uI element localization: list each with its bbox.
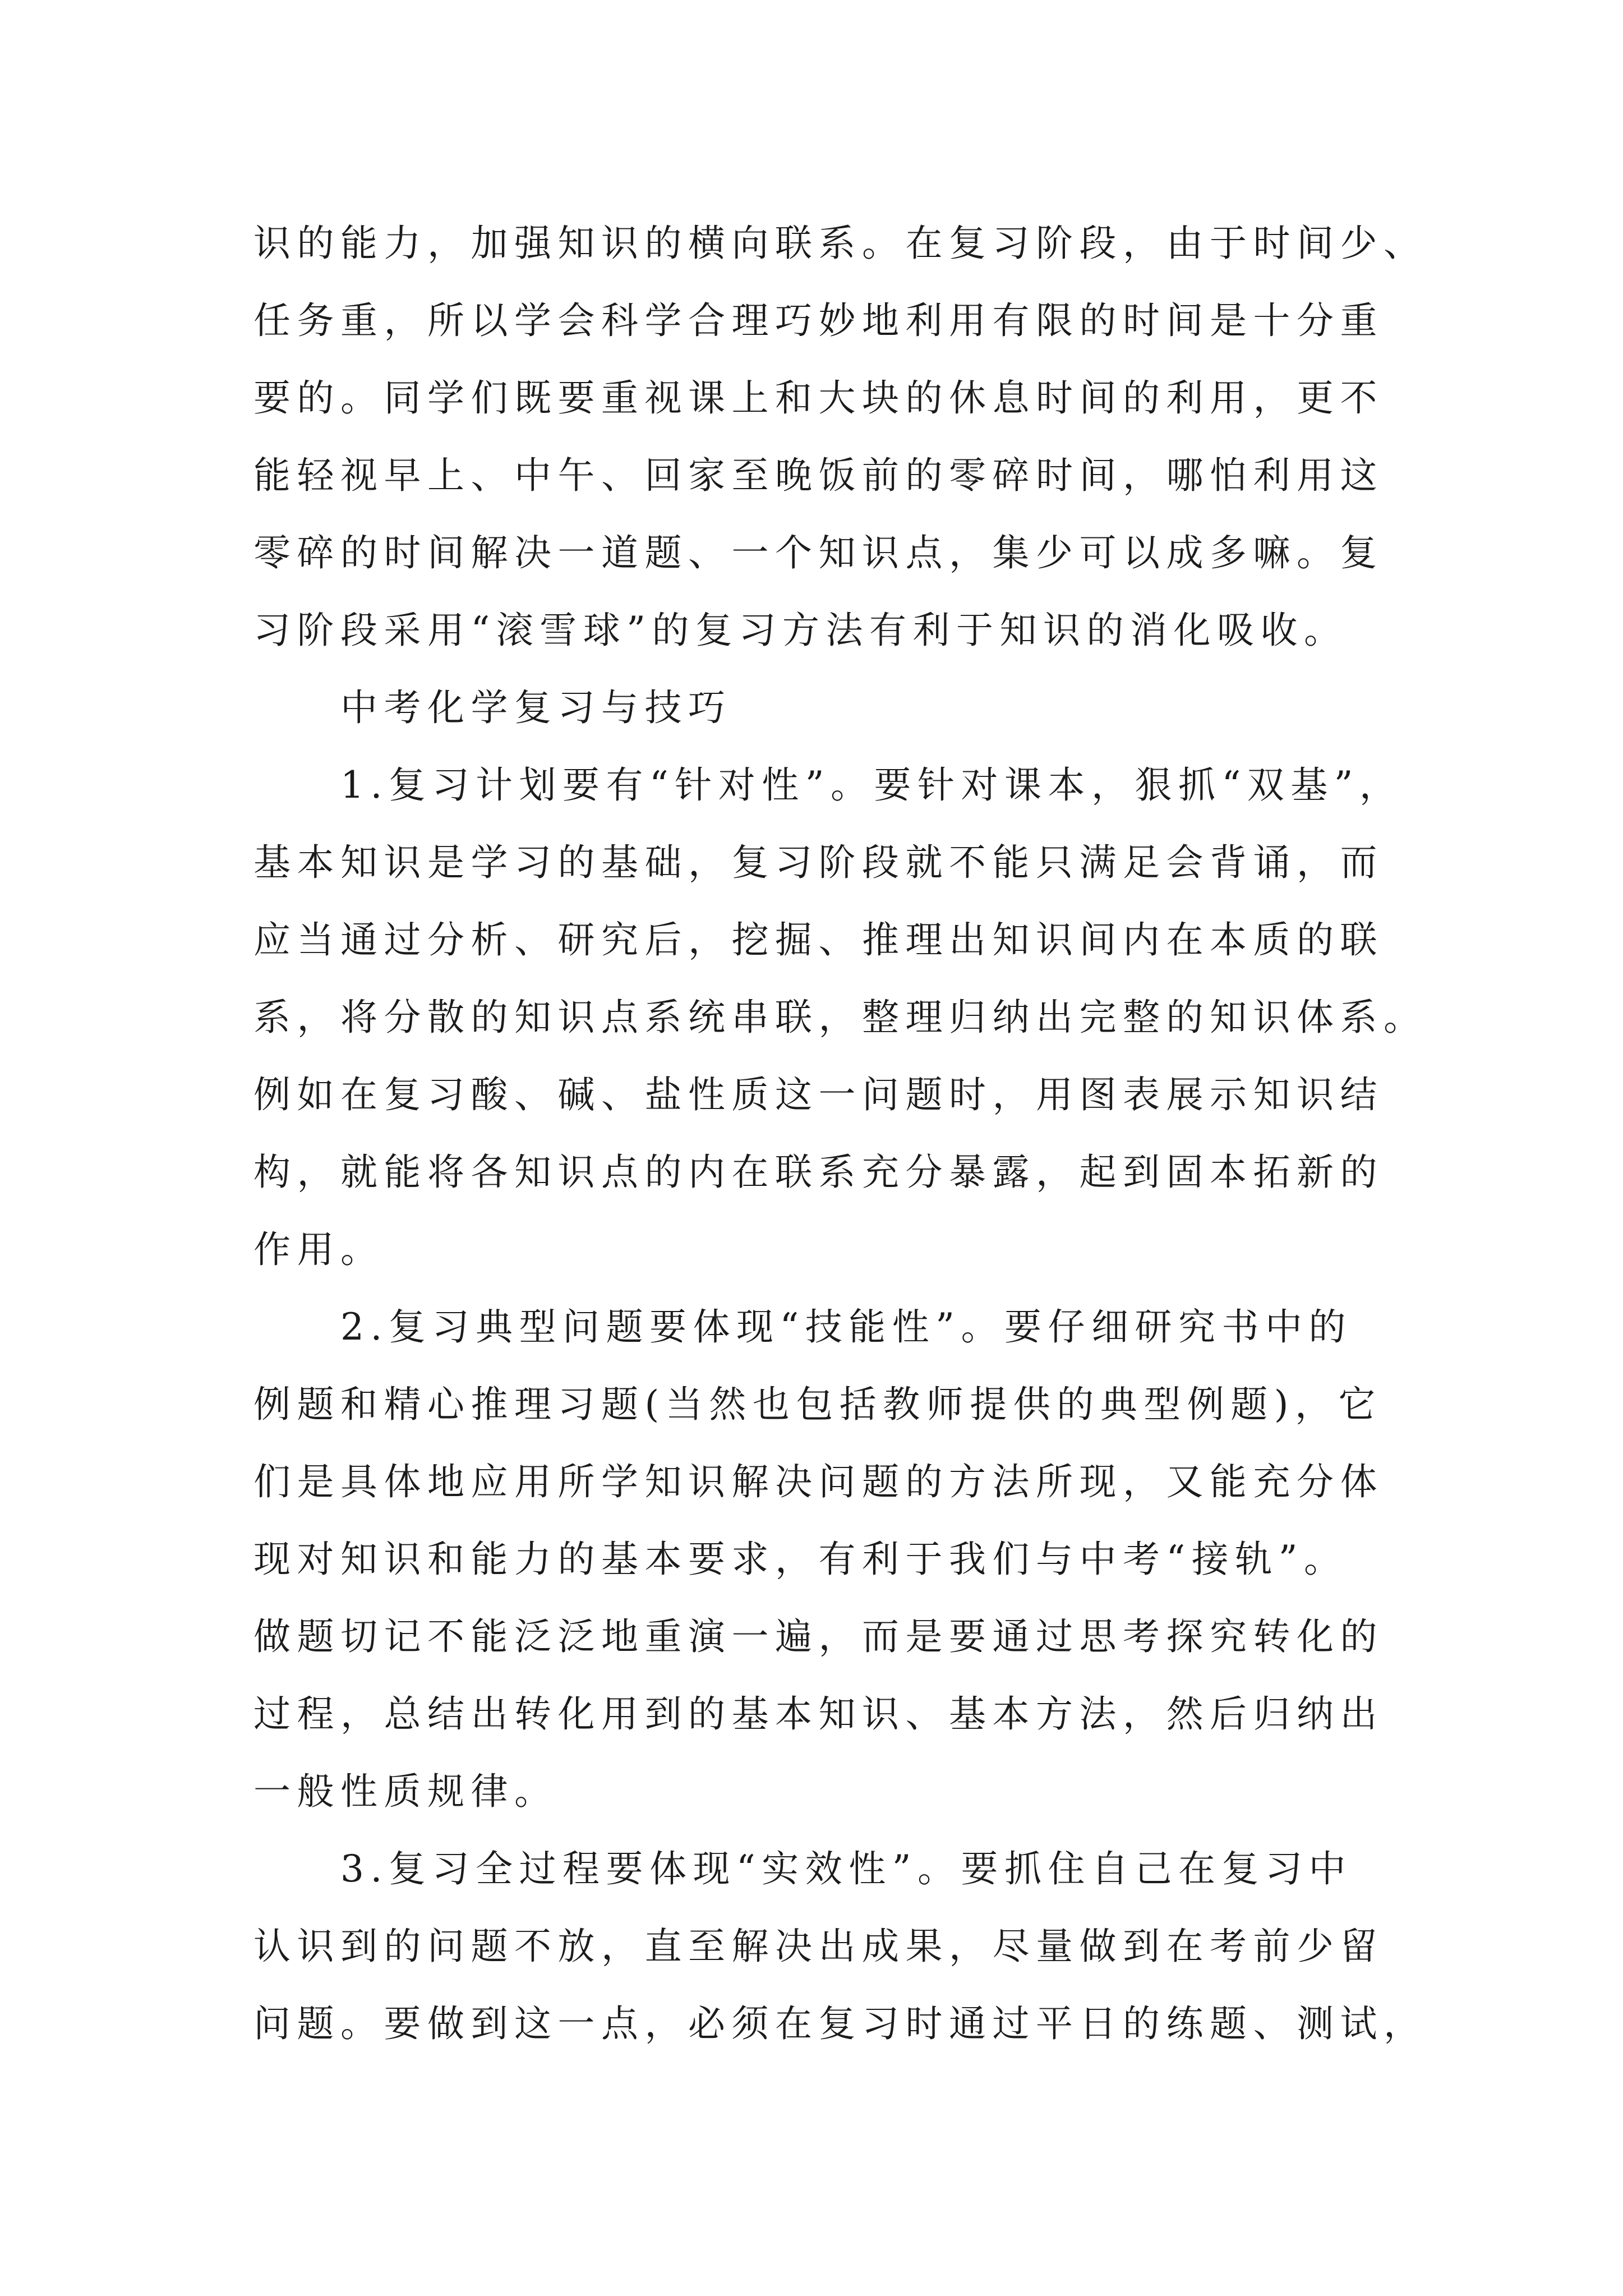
paragraph-item-2 bbox=[253, 1289, 1511, 1830]
text-line: 例题和精心推理习题(当然也包括教师提供的典型例题)，它 bbox=[253, 1383, 1382, 1426]
text-line: 问题。要做到这一点，必须在复习时通过平日的练题、测试， bbox=[253, 2002, 1427, 2045]
text-line: 系，将分散的知识点系统串联，整理归纳出完整的知识体系。 bbox=[253, 996, 1427, 1039]
text-line: 现对知识和能力的基本要求，有利于我们与中考“接轨”。 bbox=[253, 1538, 1348, 1581]
text-line: 识的能力，加强知识的横向联系。在复习阶段，由于时间少、 bbox=[253, 222, 1427, 265]
text-line: 能轻视早上、中午、回家至晚饭前的零碎时间，哪怕利用这 bbox=[253, 454, 1384, 497]
text-line: 应当通过分析、研究后，挖掘、推理出知识间内在本质的联 bbox=[253, 918, 1384, 961]
section-heading bbox=[253, 669, 1511, 747]
text-line: 一般性质规律。 bbox=[253, 1770, 558, 1813]
text-line: 习阶段采用“滚雪球”的复习方法有利于知识的消化吸收。 bbox=[253, 609, 1348, 652]
text-line: 基本知识是学习的基础，复习阶段就不能只满足会背诵，而 bbox=[253, 841, 1384, 884]
paragraph-item-3 bbox=[253, 1830, 1511, 2063]
text-line: 2.复习典型问题要体现“技能性”。要仔细研究书中的 bbox=[340, 1305, 1352, 1349]
text-line: 1.复习计划要有“针对性”。要针对课本，狠抓“双基”， bbox=[340, 763, 1403, 807]
heading-text: 中考化学复习与技巧 bbox=[340, 686, 732, 729]
text-line: 3.复习全过程要体现“实效性”。要抓住自己在复习中 bbox=[340, 1847, 1352, 1890]
text-line: 认识到的问题不放，直至解决出成果，尽量做到在考前少留 bbox=[253, 1925, 1384, 1968]
paragraph-continuation bbox=[253, 205, 1511, 669]
text-line: 任务重，所以学会科学合理巧妙地利用有限的时间是十分重 bbox=[253, 299, 1384, 342]
text-line: 作用。 bbox=[253, 1228, 384, 1271]
text-line: 例如在复习酸、碱、盐性质这一问题时，用图表展示知识结 bbox=[253, 1073, 1384, 1116]
text-line: 过程，总结出转化用到的基本知识、基本方法，然后归纳出 bbox=[253, 1692, 1384, 1736]
text-line: 要的。同学们既要重视课上和大块的休息时间的利用，更不 bbox=[253, 376, 1384, 420]
text-line: 们是具体地应用所学知识解决问题的方法所现，又能充分体 bbox=[253, 1460, 1384, 1503]
text-line: 零碎的时间解决一道题、一个知识点，集少可以成多嘛。复 bbox=[253, 531, 1384, 574]
paragraph-item-1 bbox=[253, 747, 1511, 1289]
text-line: 构，就能将各知识点的内在联系充分暴露，起到固本拓新的 bbox=[253, 1151, 1384, 1194]
text-line: 做题切记不能泛泛地重演一遍，而是要通过思考探究转化的 bbox=[253, 1615, 1384, 1658]
